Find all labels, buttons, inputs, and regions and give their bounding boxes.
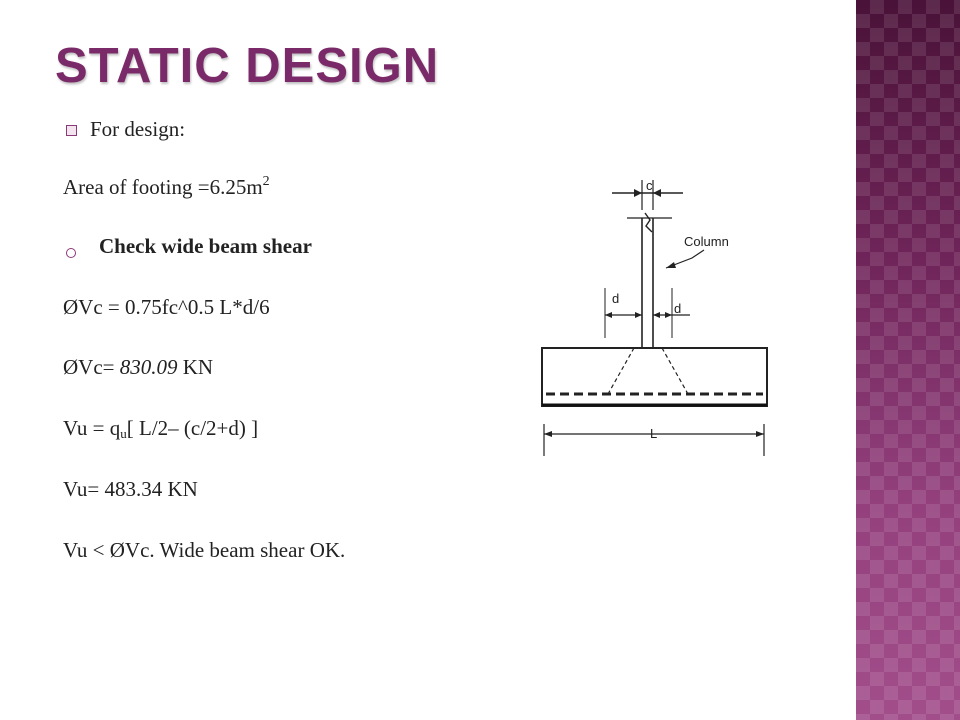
shear-prefix: Vu = q <box>63 416 121 440</box>
page-title: STATIC DESIGN <box>55 39 440 93</box>
circle-bullet-icon <box>66 248 76 258</box>
area-line <box>63 174 270 200</box>
check-heading: Check wide beam shear <box>99 234 312 258</box>
label-column: Column <box>684 234 729 249</box>
decorative-side-band <box>856 0 960 720</box>
area-exponent: 2 <box>262 174 270 189</box>
capacity-unit: KN <box>182 355 214 379</box>
equation-shear-result: Vu= 483.34 KN <box>63 477 198 501</box>
area-label: Area of footing = <box>63 175 210 199</box>
equation-shear <box>63 416 258 442</box>
capacity-value: 830.09 <box>119 355 178 379</box>
area-unit: m <box>246 175 263 199</box>
conclusion-text: Vu < ØVc. Wide beam shear OK. <box>63 538 346 562</box>
shear-formula: [ L/2– (c/2+d) ] <box>126 416 259 440</box>
equation-capacity-result <box>63 355 213 380</box>
label-c: c <box>646 178 653 193</box>
intro-text: For design: <box>90 117 186 141</box>
label-L: L <box>650 426 658 441</box>
area-value: 6.25 <box>209 175 247 199</box>
label-d-right: d <box>674 301 682 316</box>
equation-capacity: ØVc = 0.75fc^0.5 L*d/6 <box>63 295 270 319</box>
square-bullet-icon <box>66 125 77 136</box>
footing-shear-diagram <box>532 158 776 480</box>
capacity-label: ØVc= <box>63 355 115 379</box>
shear-subscript: u <box>120 426 127 441</box>
label-d-left: d <box>612 291 620 306</box>
